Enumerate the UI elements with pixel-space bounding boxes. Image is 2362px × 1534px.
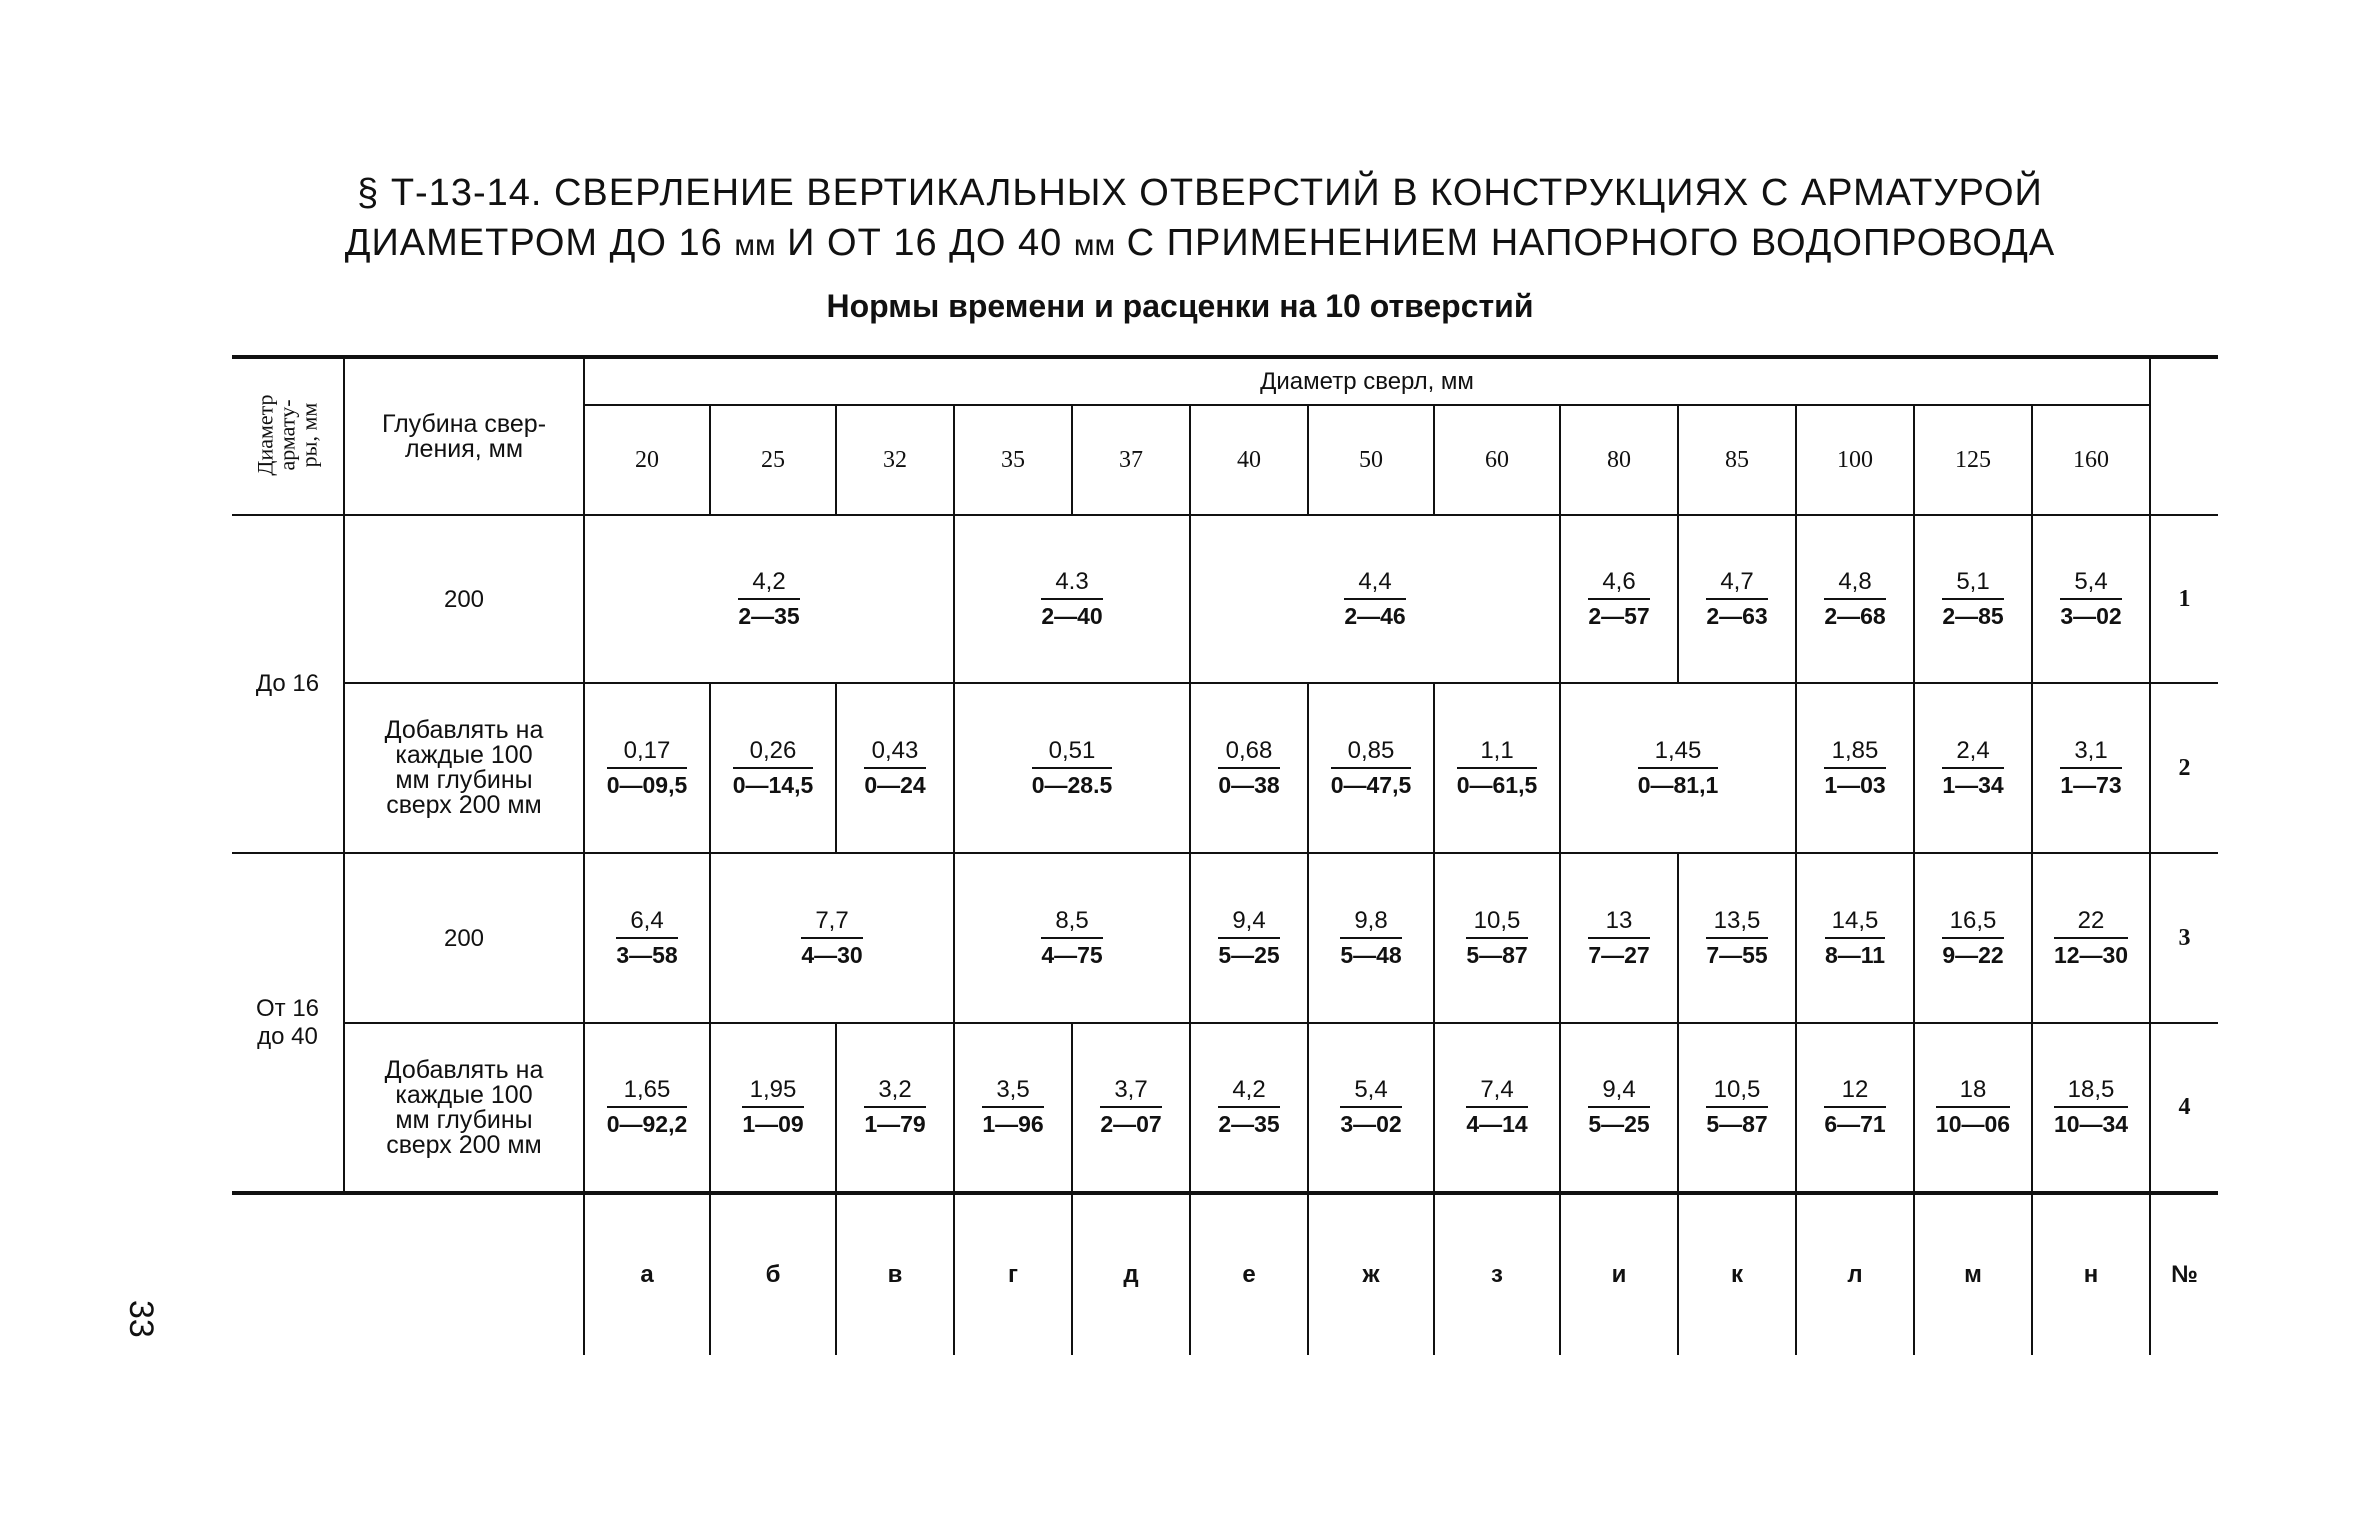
norm-time: 7,4 [1466, 1076, 1527, 1108]
add-label-line-1: Добавлять на [384, 716, 544, 744]
norm-time: 1,65 [607, 1076, 688, 1108]
norm-time: 22 [2054, 907, 2128, 939]
rate: 2—63 [1706, 602, 1768, 629]
rate: 0—92,2 [606, 1111, 688, 1137]
rate: 1—03 [1824, 771, 1886, 798]
norm-time: 9,8 [1340, 907, 1401, 939]
table-row [232, 515, 2218, 683]
norm-time: 13 [1588, 907, 1649, 939]
title-part-b: И ОТ 16 ДО 40 [787, 222, 1063, 264]
title-part-c: С ПРИМЕНЕНИЕМ НАПОРНОГО ВОДОПРОВОДА [1126, 222, 2056, 264]
rate: 2—68 [1824, 602, 1886, 629]
depth-label-line-2: ления, мм [404, 434, 524, 463]
number-header: № [2150, 1193, 2218, 1355]
rate: 0—61,5 [1456, 771, 1538, 798]
value-cell [1190, 515, 1560, 683]
value-cell [710, 683, 836, 853]
rate: 0—81,1 [1637, 771, 1719, 798]
column-letter: з [1434, 1193, 1560, 1355]
value-cell [1308, 683, 1434, 853]
norm-time: 7,7 [801, 907, 862, 939]
value-cell [1914, 1023, 2032, 1193]
rate: 9—22 [1942, 941, 2004, 968]
column-letter: а [584, 1193, 710, 1355]
value-cell [1914, 515, 2032, 683]
header-drill-diameter: Диаметр сверл, мм [584, 357, 2150, 405]
column-letter: б [710, 1193, 836, 1355]
value-cell [954, 683, 1190, 853]
rate: 2—57 [1588, 602, 1650, 629]
diameter-cell: 80 [1560, 405, 1678, 515]
rate: 0—47,5 [1330, 771, 1412, 798]
diameter-cell: 25 [710, 405, 836, 515]
rate: 1—73 [2060, 771, 2122, 798]
row-number: 3 [2150, 853, 2218, 1023]
norm-time: 18 [1936, 1076, 2010, 1108]
group-label-line-2: до 40 [257, 1022, 318, 1050]
row-number: 4 [2150, 1023, 2218, 1193]
rate: 5—87 [1706, 1111, 1768, 1137]
value-cell [836, 683, 954, 853]
value-cell [1560, 853, 1678, 1023]
norm-time: 3,5 [982, 1076, 1043, 1108]
value-cell [1678, 853, 1796, 1023]
value-cell [1434, 1023, 1560, 1193]
rate: 1—96 [982, 1111, 1044, 1137]
norm-time: 3,7 [1100, 1076, 1161, 1108]
rate: 0—28.5 [1031, 771, 1113, 798]
value-cell [584, 1023, 710, 1193]
table-row [232, 1023, 2218, 1193]
norm-time: 9,4 [1218, 907, 1279, 939]
norm-time: 4,6 [1588, 568, 1649, 600]
add-label-line-4: сверх 200 мм [386, 791, 542, 819]
section-title-line-2 [270, 218, 2130, 271]
add-label-line-3: мм глубины [395, 766, 533, 794]
diameter-cell: 35 [954, 405, 1072, 515]
value-cell [584, 683, 710, 853]
norm-time: 4,2 [738, 568, 799, 600]
rate: 2—35 [1218, 1111, 1280, 1137]
value-cell [1678, 1023, 1796, 1193]
diameter-cell: 60 [1434, 405, 1560, 515]
group-label-up-to-16: До 16 [232, 515, 344, 853]
letters-blank [344, 1193, 584, 1355]
row-number: 2 [2150, 683, 2218, 853]
column-letter: ж [1308, 1193, 1434, 1355]
rate: 2—07 [1100, 1111, 1162, 1137]
value-cell [1796, 683, 1914, 853]
norm-time: 18,5 [2054, 1076, 2128, 1108]
rate: 4—14 [1466, 1111, 1528, 1137]
diameter-cell: 160 [2032, 405, 2150, 515]
norms-table [232, 355, 2218, 1355]
rate: 2—40 [1041, 602, 1103, 629]
table-row [232, 853, 2218, 1023]
norm-time: 3,2 [864, 1076, 925, 1108]
norm-time: 10,5 [1466, 907, 1527, 939]
rate: 0—24 [864, 771, 926, 798]
value-cell [1796, 1023, 1914, 1193]
rate: 1—79 [864, 1111, 926, 1137]
diameter-cell: 100 [1796, 405, 1914, 515]
rate: 7—27 [1588, 941, 1650, 968]
rate: 3—02 [1340, 1111, 1402, 1137]
armature-label-line-2: армату- [274, 399, 300, 471]
rate: 5—25 [1218, 941, 1280, 968]
value-cell [1072, 1023, 1190, 1193]
value-cell [1560, 683, 1796, 853]
add-label-line-4: сверх 200 мм [386, 1130, 542, 1159]
title-part-a: ДИАМЕТРОМ ДО 16 [344, 222, 723, 264]
value-cell [2032, 1023, 2150, 1193]
rate: 4—30 [801, 941, 863, 968]
header-armature-diameter [232, 357, 344, 515]
rate: 7—55 [1706, 941, 1768, 968]
table-row [232, 683, 2218, 853]
norm-time: 4.3 [1041, 568, 1102, 600]
rate: 3—58 [616, 941, 678, 968]
column-letter: н [2032, 1193, 2150, 1355]
group-label-16-to-40 [232, 853, 344, 1193]
norm-time: 3,1 [2060, 737, 2121, 769]
column-letter: е [1190, 1193, 1308, 1355]
diameter-cell: 32 [836, 405, 954, 515]
column-letter: л [1796, 1193, 1914, 1355]
norm-time: 8,5 [1041, 907, 1102, 939]
section-title [270, 168, 2130, 271]
rate: 2—85 [1942, 602, 2004, 629]
rate: 2—46 [1344, 602, 1406, 629]
group-label-line-1: От 16 [255, 994, 320, 1022]
norm-time: 4,4 [1344, 568, 1405, 600]
norm-time: 2,4 [1942, 737, 2003, 769]
section-title-line-1: § Т-13-14. СВЕРЛЕНИЕ ВЕРТИКАЛЬНЫХ ОТВЕРСТИЙ В КОНСТРУКЦИЯХ С АРМАТУРОЙ [357, 172, 2043, 214]
rate: 5—48 [1340, 941, 1402, 968]
norm-time: 0,85 [1331, 737, 1412, 769]
norm-time: 0,68 [1218, 737, 1279, 769]
value-cell [1796, 853, 1914, 1023]
title-unit-2: мм [1073, 229, 1116, 262]
add-label-line-2: каждые 100 [395, 1080, 533, 1109]
value-cell [1914, 683, 2032, 853]
norm-time: 16,5 [1942, 907, 2003, 939]
header-depth [344, 357, 584, 515]
depth-label-line-1: Глубина свер- [381, 409, 547, 438]
rate: 10—34 [2053, 1111, 2129, 1137]
armature-label-line-3: ры, мм [296, 402, 322, 468]
value-cell [836, 1023, 954, 1193]
value-cell [1560, 515, 1678, 683]
rate: 5—87 [1466, 941, 1528, 968]
rate: 2—35 [738, 602, 800, 629]
norm-time: 9,4 [1588, 1076, 1649, 1108]
add-depth-label [344, 683, 584, 853]
norm-time: 10,5 [1706, 1076, 1767, 1108]
title-unit-1: мм [734, 229, 776, 262]
value-cell [1434, 683, 1560, 853]
norm-time: 4,2 [1218, 1076, 1279, 1108]
value-cell [1560, 1023, 1678, 1193]
norm-time: 6,4 [616, 907, 677, 939]
column-letters-row [232, 1193, 2218, 1355]
rate: 8—11 [1824, 941, 1886, 968]
value-cell [584, 515, 954, 683]
diameter-cell: 20 [584, 405, 710, 515]
column-letter: в [836, 1193, 954, 1355]
norm-time: 14,5 [1825, 907, 1885, 939]
norm-time: 5,1 [1942, 568, 2003, 600]
letters-blank [232, 1193, 344, 1355]
depth-value: 200 [344, 853, 584, 1023]
value-cell [1914, 853, 2032, 1023]
value-cell [1434, 853, 1560, 1023]
norm-time: 4,7 [1706, 568, 1767, 600]
norm-time: 0,26 [733, 737, 814, 769]
norm-time: 0,17 [607, 737, 688, 769]
column-letter: д [1072, 1193, 1190, 1355]
norm-time: 13,5 [1706, 907, 1767, 939]
value-cell [710, 853, 954, 1023]
value-cell [954, 515, 1190, 683]
norm-time: 5,4 [2060, 568, 2121, 600]
diameter-cell: 125 [1914, 405, 2032, 515]
value-cell [1678, 515, 1796, 683]
norm-time: 1,45 [1638, 737, 1719, 769]
norm-time: 1,95 [742, 1076, 803, 1108]
row-number: 1 [2150, 515, 2218, 683]
rate: 0—14,5 [732, 771, 814, 798]
diameter-cell: 37 [1072, 405, 1190, 515]
add-label-line-2: каждые 100 [395, 741, 533, 769]
rate: 0—09,5 [606, 771, 688, 798]
armature-label-line-1: Диаметр [252, 394, 278, 476]
value-cell [2032, 683, 2150, 853]
column-letter: м [1914, 1193, 2032, 1355]
page-number: 33 [122, 1300, 160, 1338]
norm-time: 4,8 [1824, 568, 1885, 600]
norm-time: 0,51 [1032, 737, 1113, 769]
rate: 5—25 [1588, 1111, 1650, 1137]
rate: 0—38 [1218, 771, 1280, 798]
diameter-cell: 40 [1190, 405, 1308, 515]
header-number-blank [2150, 357, 2218, 515]
add-depth-label [344, 1023, 584, 1193]
value-cell [2032, 853, 2150, 1023]
column-letter: к [1678, 1193, 1796, 1355]
norm-time: 1,85 [1824, 737, 1885, 769]
rate: 1—09 [742, 1111, 804, 1137]
value-cell [1190, 853, 1308, 1023]
rate: 10—06 [1935, 1111, 2011, 1137]
value-cell [1308, 1023, 1434, 1193]
add-label-line-3: мм глубины [395, 1105, 533, 1134]
depth-value: 200 [344, 515, 584, 683]
column-letter: и [1560, 1193, 1678, 1355]
value-cell [2032, 515, 2150, 683]
column-letter: г [954, 1193, 1072, 1355]
rate: 1—34 [1942, 771, 2004, 798]
value-cell [584, 853, 710, 1023]
norm-time: 0,43 [864, 737, 925, 769]
value-cell [954, 853, 1190, 1023]
value-cell [1190, 1023, 1308, 1193]
rate: 4—75 [1041, 941, 1103, 968]
rate: 6—71 [1824, 1111, 1886, 1137]
add-label-line-1: Добавлять на [384, 1055, 544, 1084]
value-cell [954, 1023, 1072, 1193]
norm-time: 1,1 [1457, 737, 1538, 769]
diameter-cell: 50 [1308, 405, 1434, 515]
value-cell [1796, 515, 1914, 683]
norm-time: 12 [1824, 1076, 1885, 1108]
value-cell [1308, 853, 1434, 1023]
value-cell [710, 1023, 836, 1193]
table-subtitle: Нормы времени и расценки на 10 отверстий [826, 288, 1534, 324]
value-cell [1190, 683, 1308, 853]
norm-time: 5,4 [1340, 1076, 1401, 1108]
rate: 12—30 [2053, 941, 2129, 968]
diameter-cell: 85 [1678, 405, 1796, 515]
rate: 3—02 [2060, 602, 2122, 629]
